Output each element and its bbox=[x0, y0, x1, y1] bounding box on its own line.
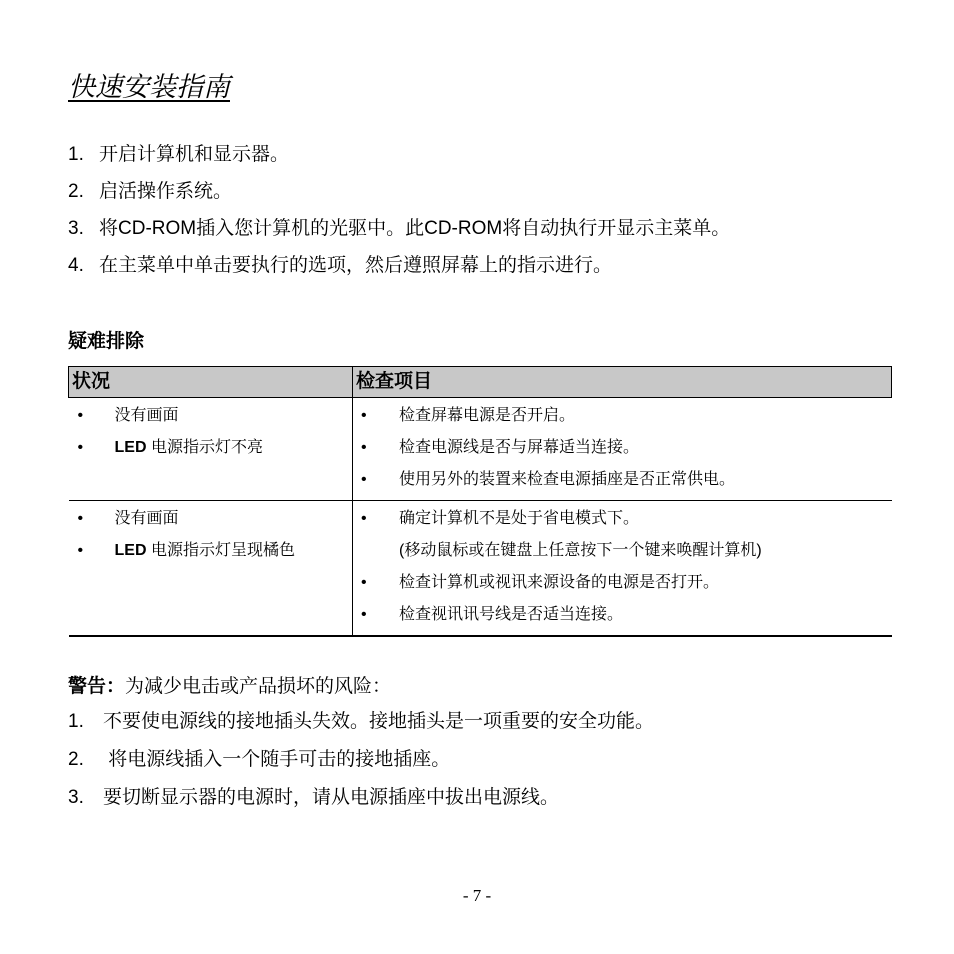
check-cell bbox=[353, 398, 892, 501]
bullet-icon: • bbox=[361, 471, 367, 488]
check-text: 确定计算机不是处于省电模式下。 bbox=[399, 510, 640, 527]
bullet-icon: • bbox=[77, 407, 84, 424]
bullet-icon: • bbox=[361, 407, 367, 424]
condition-text: 电源指示灯呈现橘色 bbox=[146, 542, 295, 559]
condition-item bbox=[69, 503, 353, 535]
bullet-icon: • bbox=[361, 439, 367, 456]
step-number: 1. bbox=[68, 144, 84, 165]
table-row bbox=[69, 501, 892, 637]
check-item bbox=[353, 503, 892, 535]
check-text: 检查计算机或视讯来源设备的电源是否打开。 bbox=[399, 574, 720, 591]
warning-item bbox=[68, 707, 654, 745]
check-item bbox=[353, 599, 892, 631]
warning-item bbox=[68, 745, 654, 783]
check-text: 检查电源线是否与屏幕适当连接。 bbox=[399, 439, 640, 456]
warning-list bbox=[68, 707, 654, 821]
step-text: 将CD-ROM插入您计算机的光驱中。此CD-ROM将自动执行开显示主菜单。 bbox=[99, 218, 731, 239]
condition-item bbox=[69, 432, 353, 464]
bullet-icon: • bbox=[361, 510, 367, 527]
bullet-icon: • bbox=[77, 510, 84, 527]
condition-item bbox=[69, 535, 353, 567]
step-number: 3. bbox=[68, 218, 84, 239]
check-text: 检查视讯讯号线是否适当连接。 bbox=[399, 606, 624, 623]
check-item bbox=[353, 400, 892, 432]
warning-item-text: 要切断显示器的电源时，请从电源插座中拔出电源线。 bbox=[103, 787, 560, 808]
bullet-icon: • bbox=[77, 439, 84, 456]
troubleshooting-heading: 疑难排除 bbox=[68, 331, 145, 352]
step-text: 启活操作系统。 bbox=[99, 181, 233, 202]
page-number: - 7 - bbox=[462, 886, 492, 905]
warning-intro bbox=[68, 672, 391, 702]
step-item bbox=[68, 214, 730, 251]
setup-steps-list bbox=[68, 140, 730, 288]
bullet-icon: • bbox=[361, 574, 367, 591]
step-item bbox=[68, 177, 730, 214]
warning-label: 警告： bbox=[68, 676, 126, 697]
check-text: 检查屏幕电源是否开启。 bbox=[399, 407, 576, 424]
page-title: 快速安装指南 bbox=[68, 72, 230, 102]
troubleshooting-table bbox=[68, 366, 892, 637]
condition-text: 电源指示灯不亮 bbox=[146, 439, 263, 456]
warning-text: 为减少电击或产品损坏的风险： bbox=[125, 676, 392, 697]
bullet-icon: • bbox=[77, 542, 84, 559]
warning-number: 2. bbox=[68, 749, 84, 770]
step-item bbox=[68, 251, 730, 288]
column-header-check-item: 检查项目 bbox=[353, 367, 892, 398]
warning-item bbox=[68, 783, 654, 821]
check-item bbox=[353, 567, 892, 599]
condition-cell bbox=[69, 501, 353, 637]
check-note-text: (移动鼠标或在键盘上任意按下一个键来唤醒计算机) bbox=[399, 542, 762, 559]
check-cell bbox=[353, 501, 892, 637]
step-number: 4. bbox=[68, 255, 84, 276]
check-item bbox=[353, 464, 892, 496]
warning-number: 1. bbox=[68, 711, 84, 732]
step-text: 开启计算机和显示器。 bbox=[99, 144, 290, 165]
check-text: 使用另外的装置来检查电源插座是否正常供电。 bbox=[399, 471, 736, 488]
table-row bbox=[69, 398, 892, 501]
table-header-row bbox=[69, 367, 892, 398]
check-item bbox=[353, 432, 892, 464]
warning-item-text: 不要使电源线的接地插头失效。接地插头是一项重要的安全功能。 bbox=[103, 711, 655, 732]
step-text: 在主菜单中单击要执行的选项，然后遵照屏幕上的指示进行。 bbox=[99, 255, 613, 276]
bullet-icon: • bbox=[361, 606, 367, 623]
step-item bbox=[68, 140, 730, 177]
led-label: LED bbox=[114, 542, 147, 559]
check-note bbox=[353, 535, 892, 567]
warning-number: 3. bbox=[68, 787, 84, 808]
warning-item-text: 将电源线插入一个随手可击的接地插座。 bbox=[103, 749, 451, 770]
condition-text: 没有画面 bbox=[114, 407, 179, 424]
condition-item bbox=[69, 400, 353, 432]
condition-text: 没有画面 bbox=[114, 510, 179, 527]
column-header-condition: 状况 bbox=[69, 367, 353, 398]
condition-cell bbox=[69, 398, 353, 501]
led-label: LED bbox=[114, 439, 147, 456]
step-number: 2. bbox=[68, 181, 84, 202]
